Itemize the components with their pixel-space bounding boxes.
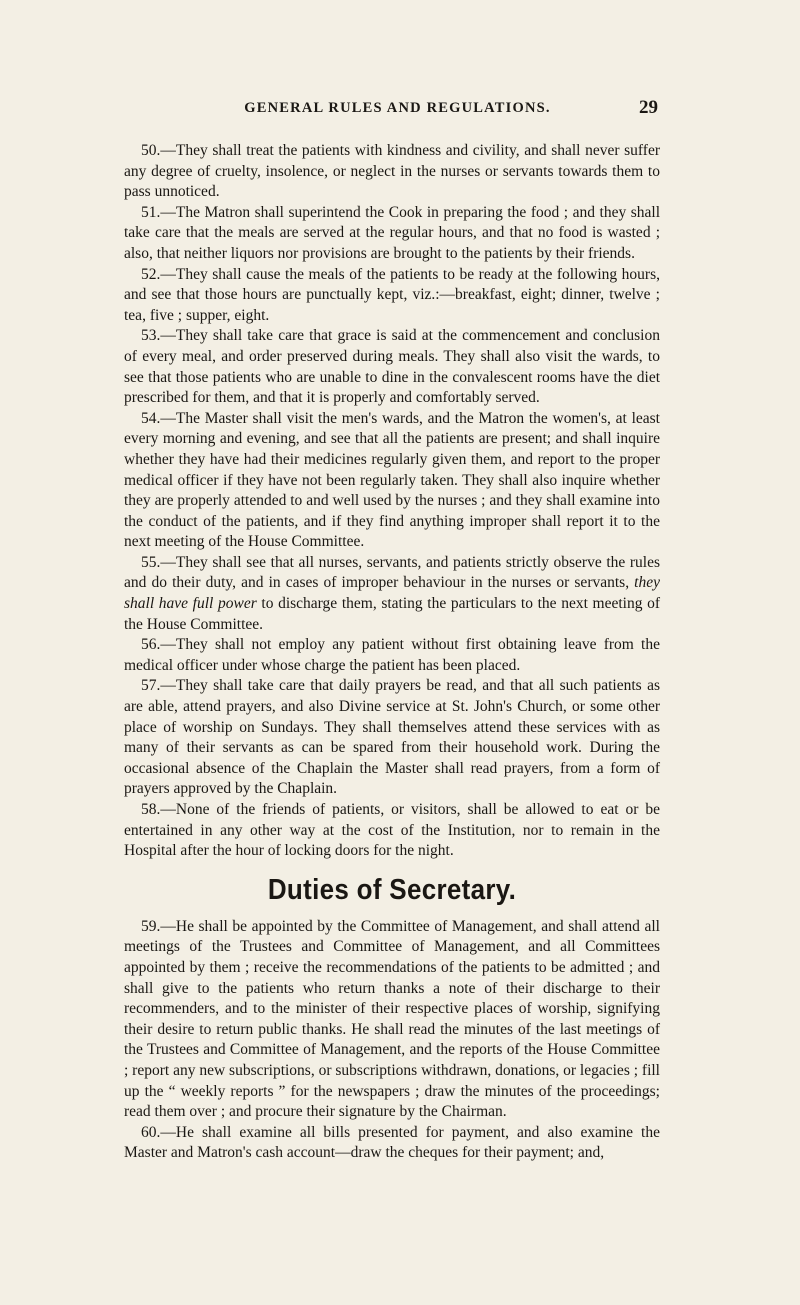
rule-number: 50 (141, 142, 157, 159)
rule-text: —He shall examine all bills presented for payment, and also examine the Master and Matron's cash account—draw the cheques for their payment; and, (124, 1123, 660, 1162)
rule-paragraph: 55.—They shall see that all nurses, servants, and patients strictly observe the rules and do their duty, and in cases of improper behaviour in the nurses or servants, they shall have full power to discharge them, stating the particulars to the next meeting of the House Committee. (124, 553, 661, 633)
rule-text: —They shall take care that daily prayers be read, and that all such patients as are able, attend prayers, and also Divine service at St. John's Church, or some other place of worship on Sundays. They shall themselves attend these services with as many of their servants as can be spared from their household work. During the occasional absence of the Chaplain the Master shall read prayers, from a form of prayers approved by the Chaplain. (124, 677, 660, 798)
rule-paragraph: 56.—They shall not employ any patient without first obtaining leave from the medical officer under whose charge the patient has been placed. (124, 636, 660, 674)
rule-number: 55 (141, 553, 157, 571)
rule-paragraph: 60.—He shall examine all bills presented for payment, and also examine the Master and Matron's cash account—draw the cheques for their payment; and, (124, 1123, 660, 1162)
rule-text: —The Matron shall superintend the Cook in preparing the food ; and they shall take care that the meals are served at the regular hours, and that no food is wasted ; also, that neither liquors nor provisions are brought to the patients by their friends. (124, 203, 660, 262)
rule-paragraph: 52.—They shall cause the meals of the patients to be ready at the following hours, and see that those hours are punctually kept, viz.:—breakfast, eight; dinner, twelve ; tea, five ; supper, eight. (124, 265, 660, 324)
rule-paragraph: 57.—They shall take care that daily prayers be read, and that all such patients as are able, attend prayers, and also Divine service at St. John's Church, or some other place of worship on Sundays. They shall themselves attend these services with as many of their servants as can be spared from their household work. During the occasional absence of the Chaplain the Master shall read prayers, from a form of prayers approved by the Chaplain. (124, 677, 660, 798)
rule-text: —They shall see that all nurses, servants, and patients strictly observe the rules and do their duty, and in cases of improper behaviour in the nurses or servants, (124, 553, 660, 592)
rule-number: 52 (141, 265, 157, 283)
rule-number: 53 (141, 327, 157, 345)
rule-number: 54 (141, 409, 157, 427)
rule-text: —The Master shall visit the men's wards, and the Matron the women's, at least every morning and evening, and see that all the patients are present; and shall inquire whether they have had their medicines regularly given them, and report to the proper medical officer if they have not been regularly taken. They shall also inquire whether they are properly attended to and well used by the nurses ; and they shall examine into the conduct of the patients, and if they find anything improper shall report it to the next meeting of the House Committee. (124, 409, 660, 551)
rule-number: 57 (141, 677, 157, 695)
rule-text-italic: they shall have full power (124, 574, 660, 613)
rule-text: —They shall take care that grace is said at the commencement and conclusion of every meal, and order preserved during meals. They shall also visit the wards, to see that those patients who are unable to dine in the convalescent rooms have the diet prescribed for them, and that it is properly and comfortably served. (124, 327, 660, 407)
rule-number: 56 (141, 636, 157, 654)
rule-paragraph: 50.—They shall treat the patients with kindness and civility, and shall never suffer any degree of cruelty, insolence, or neglect in the nurses or servants towards them to pass unnoticed. (124, 142, 660, 201)
rule-number: 58 (141, 801, 157, 818)
rule-text: —They shall not employ any patient without first obtaining leave from the medical officer under whose charge the patient has been placed. (124, 636, 660, 674)
page-body (124, 141, 660, 1164)
running-title: GENERAL RULES AND REGULATIONS. (244, 100, 551, 116)
rule-number: 60 (141, 1123, 157, 1141)
rule-text: —They shall treat the patients with kindness and civility, and shall never suffer any degree of cruelty, insolence, or neglect in the nurses or servants towards them to pass unnoticed. (124, 142, 660, 201)
rule-paragraph: 59.—He shall be appointed by the Committee of Management, and shall attend all meetings of the Trustees and Committee of Management, and all Committees appointed by them ; receive the recommendations of the patients to be admitted ; and shall give to the patients who return thanks a note of their discharge to their recommenders, and to the minister of their respective places of worship, signifying their desire to return public thanks. He shall read the minutes of the last meetings of the Trustees and Committee of Management, and the reports of the House Committee ; report any new subscriptions, or subscriptions withdrawn, donations, or legacies ; fill up the “ weekly reports ” for the newspapers ; draw the minutes of the proceedings; read them over ; and procure their signature by the Chairman. (124, 917, 660, 1121)
rule-paragraph: 51.—The Matron shall superintend the Cook in preparing the food ; and they shall take care that the meals are served at the regular hours, and that no food is wasted ; also, that neither liquors nor provisions are brought to the patients by their friends. (124, 203, 660, 262)
rule-text: to discharge them, stating the particulars to the next meeting of the House Committee. (124, 595, 661, 633)
rule-paragraph: 54.—The Master shall visit the men's wards, and the Matron the women's, at least every morning and evening, and see that all the patients are present; and shall inquire whether they have had their medicines regularly given them, and report to the proper medical officer if they have not been regularly taken. They shall also inquire whether they are properly attended to and well used by the nurses ; and they shall examine into the conduct of the patients, and if they find anything improper shall report it to the next meeting of the House Committee. (124, 409, 660, 551)
page-header (140, 97, 658, 124)
section-heading: Duties of Secretary. (267, 871, 517, 906)
rule-number: 59 (141, 917, 157, 935)
page-number: 29 (639, 97, 658, 118)
rule-text: —He shall be appointed by the Committee of Management, and shall attend all meetings of the Trustees and Committee of Management, and all Committees appointed by them ; receive the recommendations of the patients to be admitted ; and shall give to the patients who return thanks a note of their discharge to their recommenders, and to the minister of their respective places of worship, signifying their desire to return public thanks. He shall read the minutes of the last meetings of the Trustees and Committee of Management, and the reports of the House Committee ; report any new subscriptions, or subscriptions withdrawn, donations, or legacies ; fill up the “ weekly reports ” for the newspapers ; draw the minutes of the proceedings; read them over ; and procure their signature by the Chairman. (124, 917, 660, 1121)
rule-number: 51 (141, 203, 157, 221)
rule-paragraph: 53.—They shall take care that grace is said at the commencement and conclusion of every meal, and order preserved during meals. They shall also visit the wards, to see that those patients who are unable to dine in the convalescent rooms have the diet prescribed for them, and that it is properly and comfortably served. (124, 327, 660, 407)
rule-text: —They shall cause the meals of the patients to be ready at the following hours, and see that those hours are punctually kept, viz.:—breakfast, eight; dinner, twelve ; tea, five ; supper, eight. (124, 265, 660, 324)
rule-paragraph: 58.—None of the friends of patients, or visitors, shall be allowed to eat or be entertained in any other way at the cost of the Institution, nor to remain in the Hospital after the hour of locking doors for the night. (124, 801, 660, 860)
rule-text: —None of the friends of patients, or visitors, shall be allowed to eat or be entertained in any other way at the cost of the Institution, nor to remain in the Hospital after the hour of locking doors for the night. (124, 801, 660, 860)
